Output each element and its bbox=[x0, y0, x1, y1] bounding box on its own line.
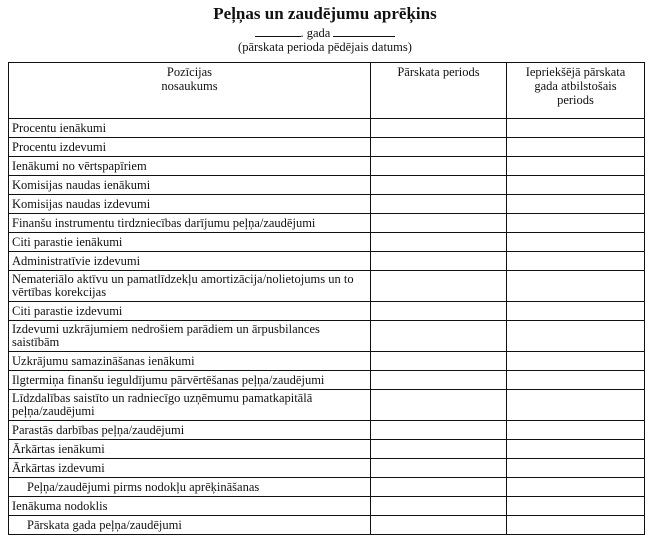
table-row bbox=[9, 195, 645, 214]
current-period-cell[interactable] bbox=[371, 138, 507, 157]
current-period-cell[interactable] bbox=[371, 390, 507, 421]
row-label: Izdevumi uzkrājumiem nedrošiem parādiem un ārpusbilances saistībām bbox=[9, 321, 371, 352]
current-period-cell[interactable] bbox=[371, 271, 507, 302]
table-row bbox=[9, 390, 645, 421]
current-period-cell[interactable] bbox=[371, 440, 507, 459]
period-header bbox=[0, 25, 650, 54]
column-header-position-name: Pozīcijas nosaukums bbox=[9, 63, 371, 119]
table-row bbox=[9, 138, 645, 157]
row-label: Parastās darbības peļņa/zaudējumi bbox=[9, 421, 371, 440]
row-label: Finanšu instrumentu tirdzniecības darījumu peļņa/zaudējumi bbox=[9, 214, 371, 233]
previous-period-cell[interactable] bbox=[507, 371, 645, 390]
previous-period-cell[interactable] bbox=[507, 352, 645, 371]
previous-period-cell[interactable] bbox=[507, 176, 645, 195]
current-period-cell[interactable] bbox=[371, 233, 507, 252]
row-label: Ienākuma nodoklis bbox=[9, 497, 371, 516]
table-row bbox=[9, 371, 645, 390]
period-note: (pārskata perioda pēdējais datums) bbox=[238, 40, 412, 54]
current-period-cell[interactable] bbox=[371, 352, 507, 371]
previous-period-cell[interactable] bbox=[507, 321, 645, 352]
current-period-cell[interactable] bbox=[371, 421, 507, 440]
table-row bbox=[9, 459, 645, 478]
table-row bbox=[9, 271, 645, 302]
row-label: Procentu izdevumi bbox=[9, 138, 371, 157]
row-label: Komisijas naudas izdevumi bbox=[9, 195, 371, 214]
column-header-previous-period: Iepriekšējā pārskata gada atbilstošais periods bbox=[507, 63, 645, 119]
date-blank[interactable] bbox=[255, 25, 301, 37]
row-label: Ilgtermiņa finanšu ieguldījumu pārvērtēšanas peļņa/zaudējumi bbox=[9, 371, 371, 390]
table-row bbox=[9, 440, 645, 459]
row-label: Pārskata gada peļņa/zaudējumi bbox=[9, 516, 371, 535]
table-body bbox=[9, 119, 645, 535]
year-blank[interactable] bbox=[333, 25, 395, 37]
year-label: . gada bbox=[300, 26, 331, 40]
row-label: Ārkārtas izdevumi bbox=[9, 459, 371, 478]
row-label: Uzkrājumu samazināšanas ienākumi bbox=[9, 352, 371, 371]
current-period-cell[interactable] bbox=[371, 497, 507, 516]
previous-period-cell[interactable] bbox=[507, 271, 645, 302]
previous-period-cell[interactable] bbox=[507, 440, 645, 459]
previous-period-cell[interactable] bbox=[507, 302, 645, 321]
row-label: Procentu ienākumi bbox=[9, 119, 371, 138]
current-period-cell[interactable] bbox=[371, 214, 507, 233]
table-row bbox=[9, 516, 645, 535]
row-label: Nemateriālo aktīvu un pamatlīdzekļu amortizācija/nolietojums un to vērtības korekcijas bbox=[9, 271, 371, 302]
year-line bbox=[0, 25, 650, 40]
previous-period-cell[interactable] bbox=[507, 516, 645, 535]
row-label: Citi parastie ienākumi bbox=[9, 233, 371, 252]
row-label: Peļņa/zaudējumi pirms nodokļu aprēķināšanas bbox=[9, 478, 371, 497]
previous-period-cell[interactable] bbox=[507, 233, 645, 252]
table-row bbox=[9, 321, 645, 352]
row-label: Komisijas naudas ienākumi bbox=[9, 176, 371, 195]
current-period-cell[interactable] bbox=[371, 195, 507, 214]
row-label: Ienākumi no vērtspapīriem bbox=[9, 157, 371, 176]
current-period-cell[interactable] bbox=[371, 157, 507, 176]
table-row bbox=[9, 157, 645, 176]
table-row bbox=[9, 233, 645, 252]
row-label: Citi parastie izdevumi bbox=[9, 302, 371, 321]
income-statement-table bbox=[8, 62, 645, 535]
current-period-cell[interactable] bbox=[371, 478, 507, 497]
previous-period-cell[interactable] bbox=[507, 421, 645, 440]
table-row bbox=[9, 478, 645, 497]
current-period-cell[interactable] bbox=[371, 371, 507, 390]
table-row bbox=[9, 497, 645, 516]
current-period-cell[interactable] bbox=[371, 459, 507, 478]
page-title: Peļņas un zaudējumu aprēķins bbox=[213, 4, 437, 23]
header-row bbox=[9, 63, 645, 119]
table-row bbox=[9, 352, 645, 371]
previous-period-cell[interactable] bbox=[507, 252, 645, 271]
current-period-cell[interactable] bbox=[371, 321, 507, 352]
current-period-cell[interactable] bbox=[371, 176, 507, 195]
previous-period-cell[interactable] bbox=[507, 478, 645, 497]
previous-period-cell[interactable] bbox=[507, 390, 645, 421]
column-header-reporting-period: Pārskata periods bbox=[371, 63, 507, 119]
table-row bbox=[9, 302, 645, 321]
row-label: Ārkārtas ienākumi bbox=[9, 440, 371, 459]
row-label: Administratīvie izdevumi bbox=[9, 252, 371, 271]
current-period-cell[interactable] bbox=[371, 119, 507, 138]
table-row bbox=[9, 421, 645, 440]
current-period-cell[interactable] bbox=[371, 302, 507, 321]
table-row bbox=[9, 214, 645, 233]
table-row bbox=[9, 252, 645, 271]
previous-period-cell[interactable] bbox=[507, 497, 645, 516]
previous-period-cell[interactable] bbox=[507, 214, 645, 233]
previous-period-cell[interactable] bbox=[507, 119, 645, 138]
table-row bbox=[9, 176, 645, 195]
previous-period-cell[interactable] bbox=[507, 459, 645, 478]
table-row bbox=[9, 119, 645, 138]
current-period-cell[interactable] bbox=[371, 516, 507, 535]
previous-period-cell[interactable] bbox=[507, 138, 645, 157]
current-period-cell[interactable] bbox=[371, 252, 507, 271]
previous-period-cell[interactable] bbox=[507, 157, 645, 176]
previous-period-cell[interactable] bbox=[507, 195, 645, 214]
row-label: Līdzdalības saistīto un radniecīgo uzņēmumu pamatkapitālā peļņa/zaudējumi bbox=[9, 390, 371, 421]
